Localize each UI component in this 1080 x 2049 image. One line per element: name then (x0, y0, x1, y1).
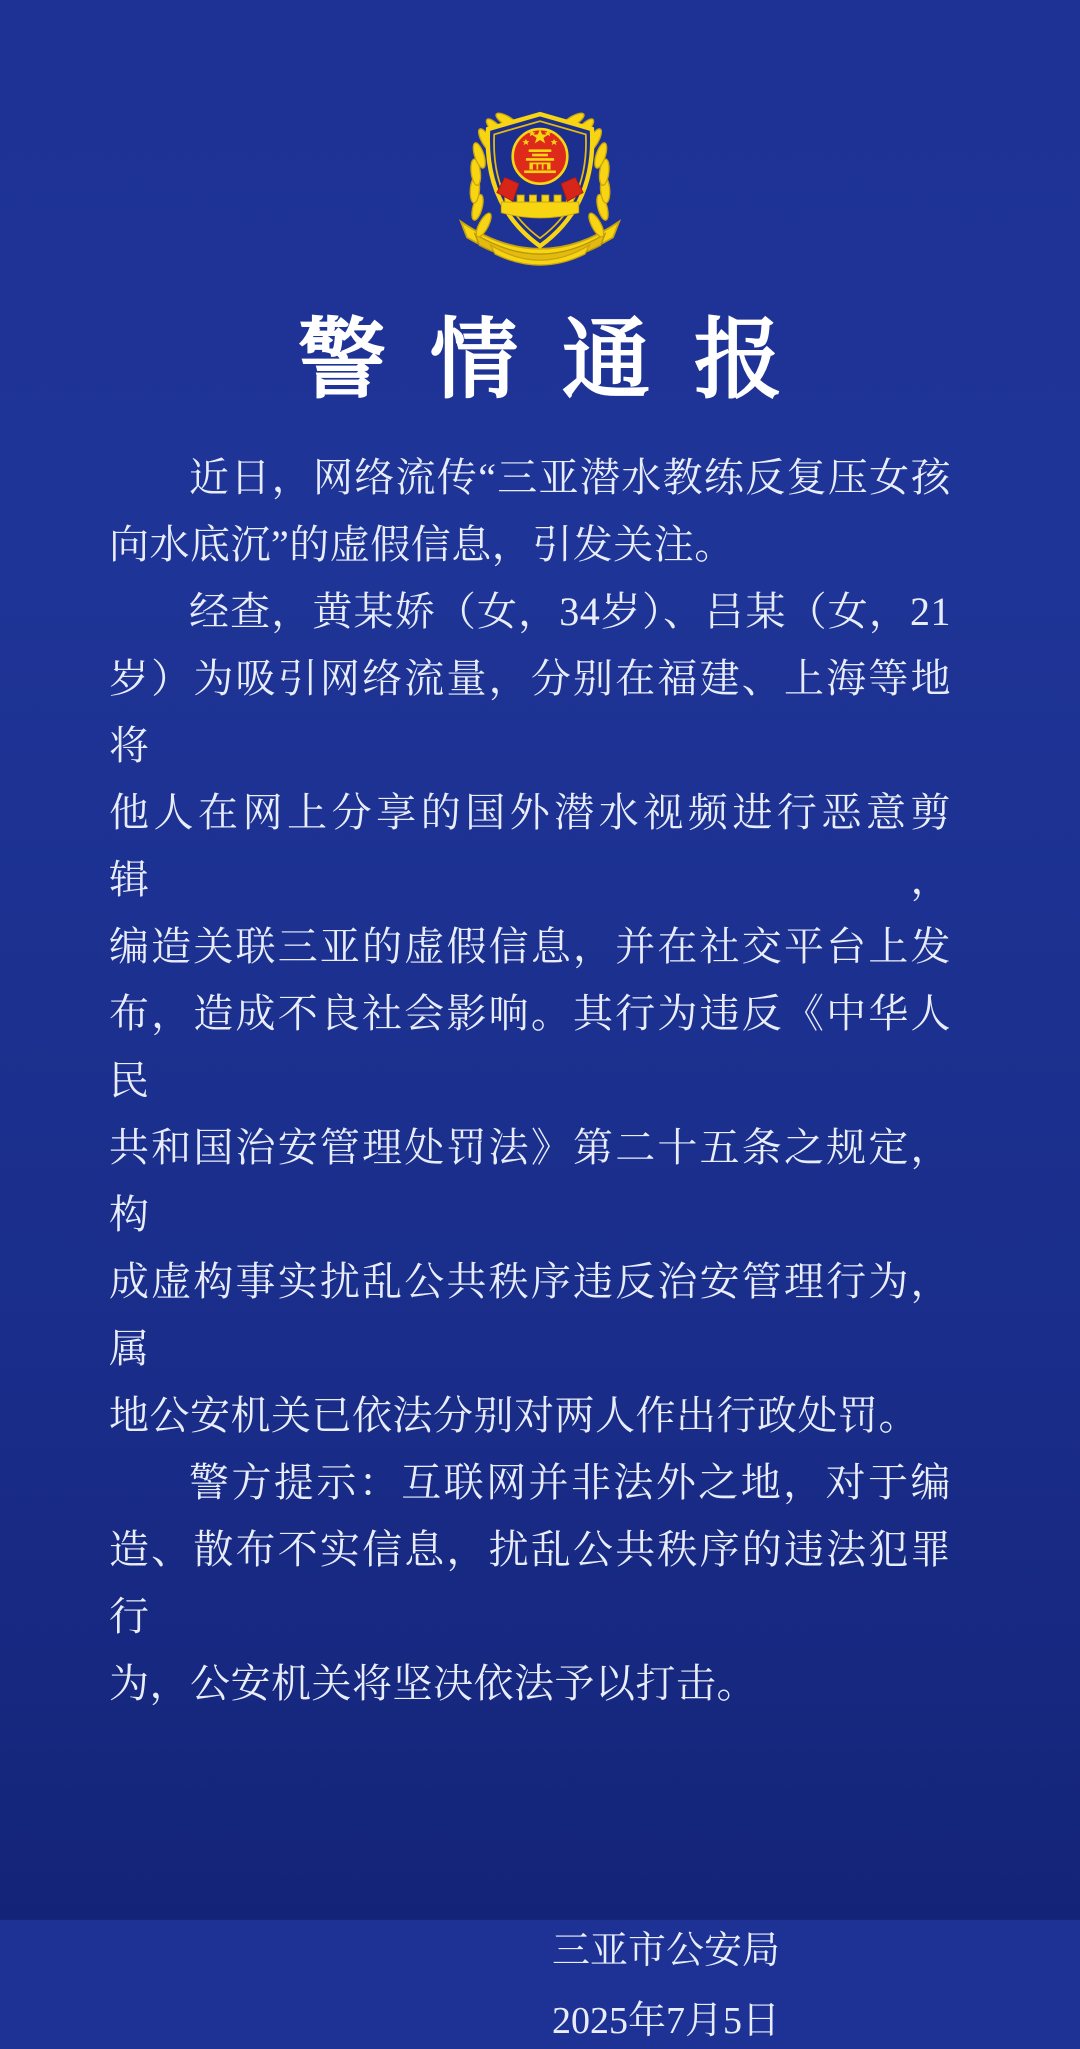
notice-text-line: 经查，黄某娇（女，34岁）、吕某（女，21 (189, 589, 951, 635)
issue-date: 2025年7月5日 (551, 2000, 780, 2043)
notice-body (109, 444, 951, 1717)
notice-title: 警情通报 (297, 313, 826, 410)
police-badge-icon (452, 92, 628, 270)
notice-text-line: 为，公安机关将坚决依法予以打击。 (109, 1661, 757, 1707)
notice-text-line: 成虚构事实扰乱公共秩序违反治安管理行为，属 (109, 1259, 951, 1372)
notice-text-line: 向水底沉”的虚假信息，引发关注。 (109, 522, 735, 568)
notice-text-line: 造、散布不实信息，扰乱公共秩序的违法犯罪行 (109, 1527, 951, 1640)
police-badge-svg (452, 92, 628, 270)
signature-block (0, 1923, 1080, 2049)
issuing-agency: 三亚市公安局 (551, 1930, 780, 1973)
notice-text-line: 编造关联三亚的虚假信息，并在社交平台上发 (109, 924, 951, 970)
notice-text-line: 共和国治安管理处罚法》第二十五条之规定，构 (109, 1125, 951, 1238)
notice-text-line: 他人在网上分享的国外潜水视频进行恶意剪辑， (109, 790, 951, 903)
notice-text-line: 地公安机关已依法分别对两人作出行政处罚。 (109, 1393, 919, 1439)
notice-text-line: 布，造成不良社会影响。其行为违反《中华人民 (109, 991, 951, 1104)
notice-text-line: 警方提示：互联网并非法外之地，对于编 (189, 1460, 951, 1506)
notice-text-line: 近日，网络流传“三亚潜水教练反复压女孩 (189, 455, 951, 501)
notice-text-line: 岁）为吸引网络流量，分别在福建、上海等地将 (109, 656, 951, 769)
